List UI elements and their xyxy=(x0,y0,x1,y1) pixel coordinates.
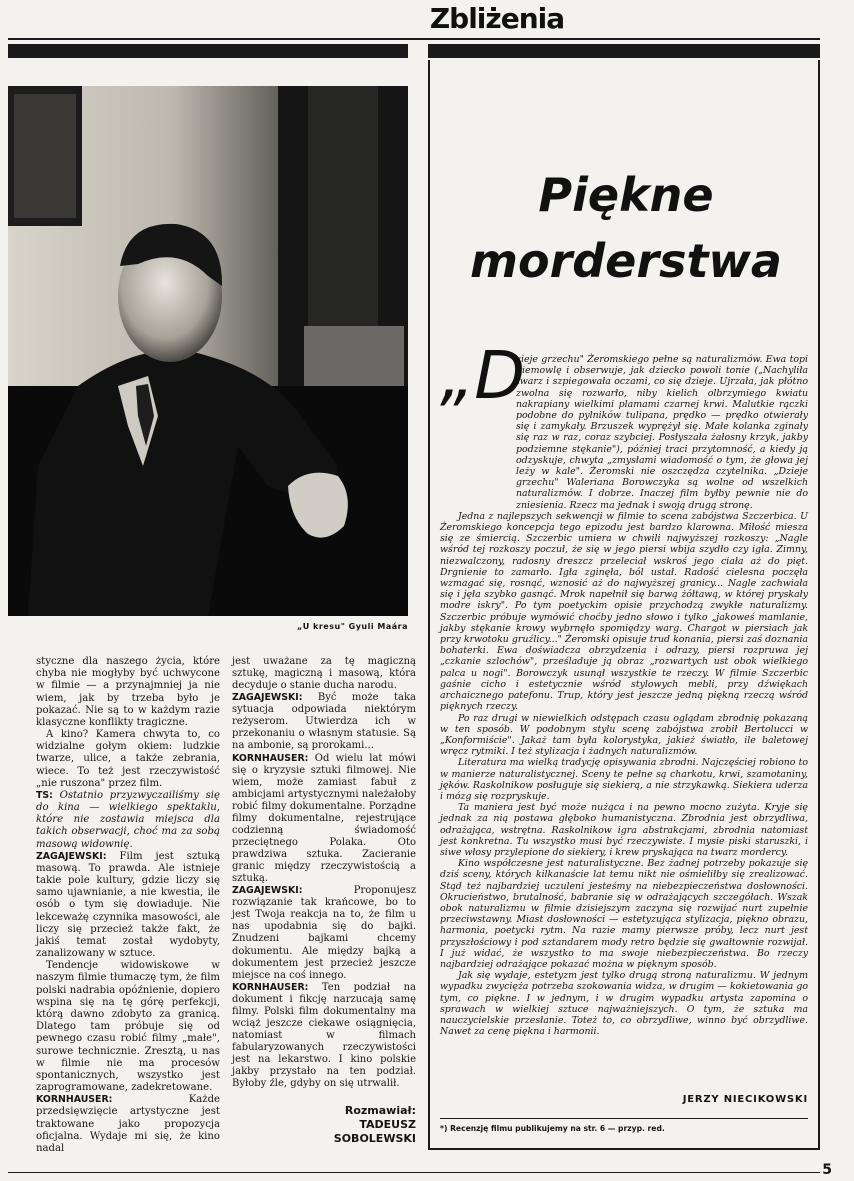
text-paragraph xyxy=(36,656,220,729)
article-paragraph: Jedna z najlepszych sekwencji w filmie to scena zabójstwa Szczerbica. U Żeromskiego koncepcja tego epizodu jest bardzo klarowna. Miłość miesza się ze śmiercią. Szczerbic umiera w chwili najwyższej rozkoszy: „Nagle wśród tej rozkoszy poczuł, że się w jego piersi wbija szydło czy igła. Zimny, niezwalczony, radosny dreszcz przeleciał wskroś jego ciała aż do pięt. Drgnienie to zamarło. Igła zginęła, ból ustał. Radość cielesna poczęła wzmagać się, rosnąć, wznosić aż do najwyższej granicy... Nagle zachwiała się i jęła szybko gasnąć. Mrok napełnił się barwą żółtawą, w której pryskały modre iskry". Po tym poetyckim opisie przychodzą zwykłe naturalizmy. Szczerbic próbuje wymówić choćby jedno słowo i tylko „jakoweś mamlanie, jakby stękanie krowy wybrnęło spomiędzy warg. Chargot w piersiach jak przy krwotoku gruźlicy..." Żeromski opisuje trud konania, piersi zaś doznania bohaterki. Ewa doświadcza obrzydzenia i odrazy, piersi rozpruwa jej „czkanie szlochów", prześladuje ją obraz „rozwartych ust obok wielkiego palca u nogi". Borowczyk usunął wszystkie te rzeczy. W filmie Szczerbic gaśnie cicho i estetycznie wśród stylowych mebli, przy dźwiękach archaicznego patefonu. Trup, który jest jeszcze jedną piękną rzeczą wśród pięknych rzeczy. xyxy=(440,510,808,713)
paragraph-text: Tendencje widowiskowe w naszym filmie tłumaczę tym, że film polski nadrabia opóźnienie, dopiero wspina się na tę górę perfekcji, którą dawno zdobyto za granicą. Dlatego tam próbuje się od pewnego czasu robić filmy „małe", surowe technicznie. Zresztą, u nas w filmie nie ma procesów spontanicznych, wszystko jest zaprogramowane, zadekretowane. xyxy=(36,960,220,1094)
article-paragraph: zieje grzechu" Żeromskiego pełne są naturalizmów. Ewa topi niemowlę i obserwuje, jak dziecko powoli tonie („Nachyliła twarz i szpiegowała oczami, co się dzieje. Ujrzała, jak płótno zwolna się rozwarło, niby kielich olbrzymiego kwiatu nakrapiany wielkimi plamami czarnej krwi. Malutkie rączki podobne do pylników tulipana, prędko — prędko otwierały się i zamykały. Brzuszek wyprężył się. Małe kolanka zginały się raz w raz, coraz szybciej. Posłyszała żałosny krzyk, jakby podziemne stękanie"), później traci przytomność, a kiedy ją odzyskuje, chwyta „zmysłami wiadomość o tym, że głowa jej leży w kale". Żeromski nie oszczędza czytelnika. „Dzieje grzechu" Waleriana Borowczyka są wolne od wszelkich naturalizmów. I dobrze. Inaczej film byłby pewnie nie do zniesienia. Rzecz ma jednak i swoją drugą stronę. xyxy=(516,354,808,511)
footnote-rule xyxy=(440,1118,808,1119)
drop-cap: „D xyxy=(440,337,526,414)
speech-paragraph xyxy=(232,753,416,886)
byline-label: Rozmawiał: xyxy=(344,1104,416,1117)
speaker-name: ZAGAJEWSKI: xyxy=(36,850,107,862)
article-paragraph: Po raz drugi w niewielkich odstępach czasu oglądam zbrodnię pokazaną w ten sposób. W podobnym stylu scenę zabójstwa zrobił Bertolucci w „Konformiście". Jakaż tam była kolorystyka, jakież światło, ile baletowej wręcz rytmiki. I też stylizacja i żadnych naturalizmów. xyxy=(440,712,808,758)
masthead: Zbliżenia xyxy=(429,2,565,35)
speaker-name: TS: xyxy=(36,789,53,801)
speech-paragraph xyxy=(36,790,220,851)
article-paragraph: Literatura ma wielką tradycję opisywania zbrodni. Najczęściej robiono to w manierze naturalistycznej. Sceny te pełne są charkotu, krwi, szamotaniny, jęków. Raskolnikow posługuje się siekierą, a nie strzykawką. Siekiera uderza i mózg się rozpryskuje. xyxy=(440,757,808,802)
speaker-name: ZAGAJEWSKI: xyxy=(232,692,303,704)
byline-name: TADEUSZ SOBOLEWSKI xyxy=(333,1118,416,1145)
text-paragraph xyxy=(36,960,220,1094)
right-header-rule xyxy=(428,44,820,58)
page-number: 5 xyxy=(822,1162,832,1178)
article-paragraph: Ta maniera jest być może nużąca i na pewno mocno zużyta. Kryje się jednak za nią postawa głęboko humanistyczna. Zbrodnia jest obrzydliwa, odrażająca, wstrętna. Raskolnikow igra abstrakcjami, zbrodnia natomiast jest konkretna. Tu wszystko musi być rzeczywiste. I mysie piski staruszki, i siwe włosy przylepione do siekiery, i krew pryskająca na twarz mordercy. xyxy=(440,802,808,858)
film-still-photo xyxy=(8,86,408,616)
speaker-name: KORNHAUSER: xyxy=(36,1094,113,1106)
text-paragraph xyxy=(36,729,220,790)
article-body xyxy=(440,354,808,1037)
speech-paragraph xyxy=(232,982,416,1091)
bottom-rule xyxy=(8,1172,820,1173)
speaker-name: KORNHAUSER: xyxy=(232,981,309,993)
left-header-rule xyxy=(8,44,408,58)
paragraph-text: Od wielu lat mówi się o kryzysie sztuki filmowej. Nie wiem, może zamiast fabuł z ambicjami artystycznymi należałoby robić filmy dokumentalne. Porządne filmy dokumentalne, rejestrujące codzienną świadomość przeciętnego Polaka. Oto prawdziwa sztuka. Zacieranie granic między rzeczywistością a sztuką. xyxy=(232,752,417,885)
article-author: JERZY NIECIKOWSKI xyxy=(682,1094,808,1105)
paragraph-text: Być może taka sytuacja odpowiada niektórym reżyserom. Utwierdza ich w przekonaniu o własnym statusie. Są na ambonie, są prorokami... xyxy=(232,692,416,752)
article-headline xyxy=(456,162,796,294)
paragraph-text: Każde przedsięwzięcie artystyczne jest traktowane jako propozycja oficjalna. Wydaje mi się, że kino nadal xyxy=(36,1094,220,1154)
headline-line-1: Piękne xyxy=(538,168,714,222)
speech-paragraph xyxy=(36,851,220,961)
paragraph-text: Ostatnio przyzwyczailiśmy się do kina — wielkiego spektaklu, które nie zostawia miejsca dla takich obserwacji, choć ma za sobą masową widownię. xyxy=(36,789,220,850)
paragraph-text: styczne dla naszego życia, które chyba nie mogłyby być uchwycone w filmie — a przynajmniej ja nie wiem, jak by trzeba było je pokazać. Nie są to w każdym razie klasyczne konflikty tragiczne. xyxy=(36,656,220,728)
interview-byline xyxy=(300,1104,416,1146)
top-thin-rule xyxy=(8,38,820,40)
paragraph-text: A kino? Kamera chwyta to, co widzialne gołym okiem: ludzkie twarze, ulice, a także zebrania, wiece. To też jest rzeczywistość „nie ruszona" przez film. xyxy=(36,729,220,789)
text-paragraph xyxy=(232,656,416,692)
headline-line-2: morderstwa xyxy=(470,234,782,288)
speaker-name: KORNHAUSER: xyxy=(232,752,309,764)
speech-paragraph xyxy=(36,1094,220,1155)
speaker-name: ZAGAJEWSKI: xyxy=(232,885,303,897)
paragraph-text: Film jest sztuką masową. To prawda. Ale istnieje takie pole kultury, gdzie liczy się samo ujawnianie, a nie kwestia, ile osób o tym się dowiaduje. Nie lekceważę czynnika masowości, ale liczy się przecież także fakt, że jakiś temat został wydobyty, zanalizowany w sztuce. xyxy=(36,850,220,960)
article-paragraph: Kino współczesne jest naturalistyczne. Bez żadnej potrzeby pokazuje się dziś sceny, których kilkanaście lat temu nikt nie ośmieliłby się zrealizować. Stąd też najbardziej uczuleni jesteśmy na niebezpieczeństwa dosłowności. Okrucieństwo, brutalność, babranie się w odrażających szczegółach. Wszak obok naturalizmu w filmie dzisiejszym zaczyna się rozwijać nurt zupełnie przeciwstawny. Miast dosłowności — estetyzująca stylizacja, piękno obrazu, harmonia, poetycki rytm. Na razie mamy pierwsze próby, lecz nurt jest przyszłościowy i pod sztandarem mody retro będzie się gwałtownie rozwijał. I już widać, że wszystko to ma swoje niebezpieczeństwa. Bo rzeczy najbardziej odrażające pokazać można w pięknym sposób. xyxy=(440,858,808,970)
paragraph-text: Ten podział na dokument i fikcję narzucają samę filmy. Polski film dokumentalny ma wciąż jeszcze ciekawe osiągnięcia, natomiast w filmach fabularyzowanych rzeczywistości jest na lekarstwo. I kino polskie jakby przystało na ten podział. Byłoby źle, gdyby on się utrwalił. xyxy=(232,981,416,1090)
article-footnote: *) Recenzję filmu publikujemy na str. 6 — przyp. red. xyxy=(440,1124,665,1133)
speech-paragraph xyxy=(232,692,416,752)
speech-paragraph xyxy=(232,885,416,982)
article-paragraph: Jak się wydaje, estetyzm jest tylko drugą stroną naturalizmu. W jednym wypadku zwycięża potrzeba szokowania widza, w drugim — kokietowania go tym, co piękne. I w jednym, i w drugim wypadku artysta zapomina o sprawach w wielkiej sztuce najważniejszych. O tym, że sztuka ma nauczycielskie przesłanie. Toteż to, co obrzydliwe, winno być obrzydliwe. Nawet za cenę piękna i harmonii. xyxy=(440,970,808,1038)
paragraph-text: Proponujesz rozwiązanie tak krańcowe, bo to jest Twoja reakcja na to, że film u nas upodabnia się do bajki. Znudzeni bajkami chcemy dokumentu. Ale między bajką a dokumentem jest przecież jeszcze miejsce na coś innego. xyxy=(232,885,416,981)
film-still-illustration xyxy=(8,86,408,616)
paragraph-text: jest uważane za tę magiczną sztukę, magiczną i masową, która decyduje o stanie ducha narodu. xyxy=(232,656,416,692)
photo-caption: „U kresu" Gyuli Maára xyxy=(297,622,408,631)
interview-column-2 xyxy=(232,656,416,1090)
interview-column-1 xyxy=(36,656,220,1155)
